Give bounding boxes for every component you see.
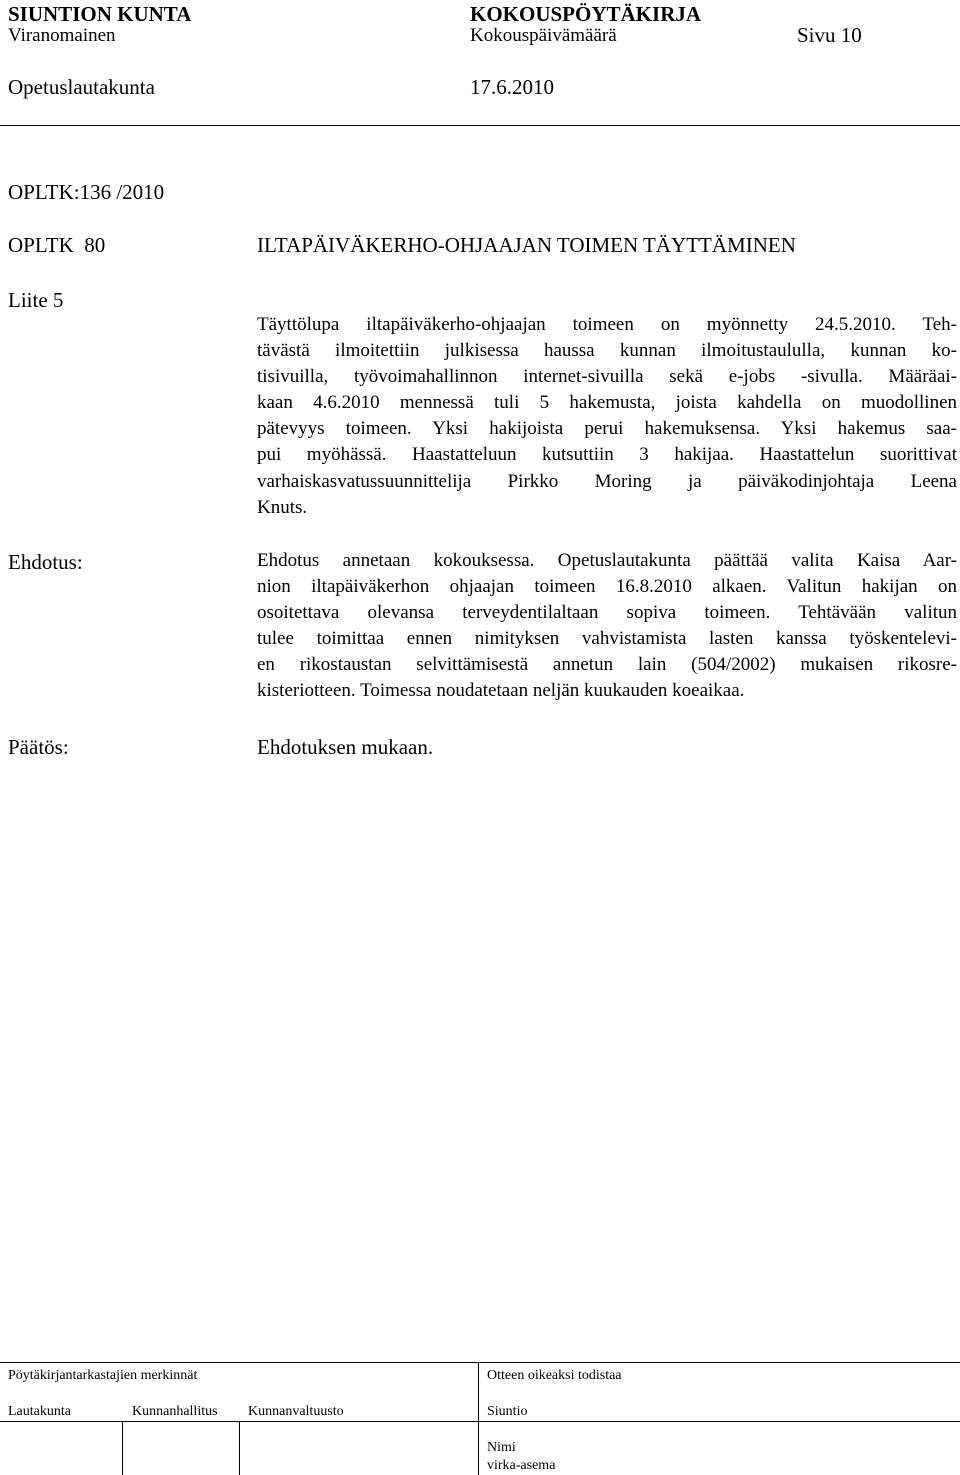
authority-name: Opetuslautakunta (8, 75, 155, 99)
footer-column-lautakunta: Lautakunta (8, 1404, 71, 1419)
description-line: tisivuilla, työvoimahallinnon internet-sivuilla sekä e-jobs -sivulla. Määräai- (257, 366, 957, 388)
description-line: pui myöhässä. Haastatteluun kutsuttiin 3 hakijaa. Haastattelun suorittivat (257, 444, 957, 466)
decision-text: Ehdotuksen mukaan. (257, 735, 434, 759)
proposal-line: tulee toimittaa ennen nimityksen vahvistamista lasten kanssa työskentelevi- (257, 628, 957, 650)
proposal-line: kisteriotteen. Toimessa noudatetaan neljän kuukauden koeaikaa. (257, 680, 745, 702)
footer-column-divider (122, 1421, 123, 1475)
proposal-paragraph (257, 548, 957, 705)
footer-column-divider (239, 1421, 240, 1475)
description-line: varhaiskasvatussuunnittelija Pirkko Moring ja päiväkodinjohtaja Leena (257, 470, 957, 492)
page-number: Sivu 10 (797, 23, 862, 47)
header-divider (0, 125, 960, 126)
proposal-line: en rikostaustan selvittämisestä annetun lain (504/2002) mukaisen rikosre- (257, 654, 957, 676)
footer-title-label: virka-asema (487, 1458, 556, 1473)
description-line: Täyttölupa iltapäiväkerho-ohjaajan toimeen on myönnetty 24.5.2010. Teh- (257, 314, 957, 335)
doc-type: KOKOUSPÖYTÄKIRJA (470, 2, 702, 26)
case-reference: OPLTK:136 /2010 (8, 180, 165, 204)
footer-column-kunnanhallitus: Kunnanhallitus (132, 1404, 218, 1419)
description-line: kaan 4.6.2010 mennessä tuli 5 hakemusta, joista kahdella on muodollinen (257, 392, 957, 414)
authority-label: Viranomainen (8, 25, 116, 46)
footer-top-divider (0, 1362, 960, 1363)
footer-column-kunnanvaltuusto: Kunnanvaltuusto (248, 1404, 344, 1419)
date-label: Kokouspäivämäärä (470, 25, 617, 46)
description-paragraph (257, 312, 957, 521)
description-line: Knuts. (257, 496, 308, 518)
reviewers-label: Pöytäkirjantarkastajien merkinnät (8, 1368, 198, 1383)
footer-name-label: Nimi (487, 1440, 516, 1455)
footer-mid-divider (0, 1421, 960, 1422)
case-title: ILTAPÄIVÄKERHO-OHJAAJAN TOIMEN TÄYTTÄMINEN (257, 233, 796, 257)
proposal-line: Ehdotus annetaan kokouksessa. Opetuslautakunta päättää valita Kaisa Aar- (257, 550, 957, 571)
footer-place: Siuntio (487, 1404, 528, 1419)
proposal-line: nion iltapäiväkerhon ohjaajan toimeen 16.8.2010 alkaen. Valitun hakijan on (257, 576, 957, 598)
org-name: SIUNTION KUNTA (8, 2, 192, 26)
description-line: pätevyys toimeen. Yksi hakijoista perui hakemuksensa. Yksi hakemus saa- (257, 418, 957, 440)
proposal-line: osoitettava olevansa terveydentilaltaan sopiva toimeen. Tehtävään valitun (257, 602, 957, 624)
proposal-label: Ehdotus: (8, 550, 83, 574)
footer-column-divider (478, 1362, 479, 1475)
attachment-label: Liite 5 (8, 288, 64, 312)
meeting-date: 17.6.2010 (470, 75, 554, 99)
description-line: tävästä ilmoitettiin julkisessa haussa kunnan ilmoitustaululla, kunnan ko- (257, 340, 957, 362)
decision-label: Päätös: (8, 735, 69, 759)
section-number: OPLTK 80 (8, 233, 106, 257)
certified-label: Otteen oikeaksi todistaa (487, 1368, 622, 1383)
